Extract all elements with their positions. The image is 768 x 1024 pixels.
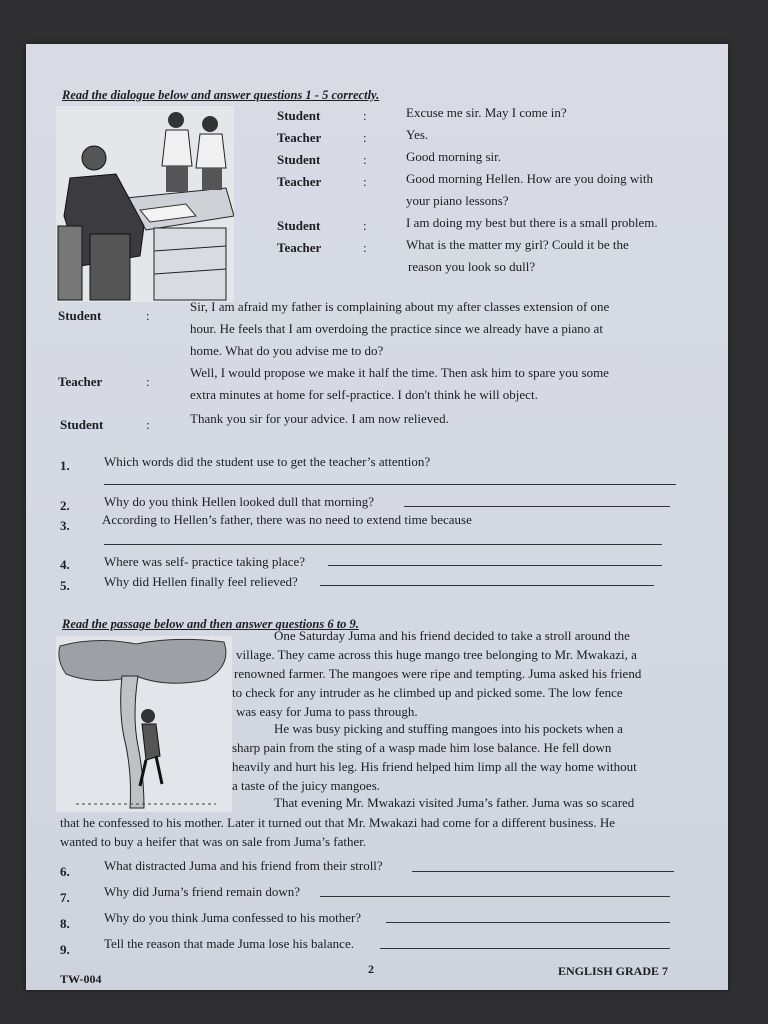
passage-line: heavily and hurt his leg. His friend helped him limp all the way home without [232,759,637,774]
question-text: Tell the reason that made Juma lose his balance. [104,936,354,951]
passage-line: a taste of the juicy mangoes. [232,778,381,793]
question-text: Why did Hellen finally feel relieved? [104,574,298,589]
dialogue-line: Well, I would propose we make it half the time. Then ask him to spare you some [190,365,609,380]
passage-line: wanted to buy a heifer that was on sale from Juma’s father. [60,834,367,849]
question-number: 8. [60,916,70,931]
answer-line[interactable] [104,544,662,545]
document-code: TW-004 [60,972,102,986]
dialogue-line: Excuse me sir. May I come in? [406,105,567,120]
passage-line: sharp pain from the sting of a wasp made him lose balance. He fell down [232,740,612,755]
page-number: 2 [368,962,374,976]
passage-line: was easy for Juma to pass through. [236,704,418,719]
colon: : [146,308,150,323]
question-number: 1. [60,458,70,473]
dialogue-line-cont: extra minutes at home for self-practice. I don't think he will object. [190,387,538,402]
speaker-label: Student [277,218,321,233]
answer-line[interactable] [412,871,674,872]
dialogue-line: I am doing my best but there is a small problem. [406,215,658,230]
speaker-label: Student [277,108,321,123]
colon: : [363,130,367,145]
question-text: Why do you think Juma confessed to his mother? [104,910,362,925]
question-text: According to Hellen’s father, there was no need to extend time because [102,512,472,527]
speaker-label: Student [60,417,104,432]
passage-line: renowned farmer. The mangoes were ripe and tempting. Juma asked his friend [234,666,642,681]
answer-line[interactable] [328,565,662,566]
section2-heading: Read the passage below and then answer questions 6 to 9. [62,617,359,631]
dialogue-line-cont: your piano lessons? [406,193,509,208]
answer-line[interactable] [404,506,670,507]
answer-line[interactable] [320,585,654,586]
answer-line[interactable] [104,484,676,485]
colon: : [363,174,367,189]
dialogue-line: Yes. [406,127,429,142]
speaker-label: Teacher [58,374,103,389]
dialogue-line: Thank you sir for your advice. I am now relieved. [190,411,449,426]
question-text: What distracted Juma and his friend from their stroll? [104,858,383,873]
passage-line: to check for any intruder as he climbed up and picked some. The low fence [232,685,623,700]
passage-line: He was busy picking and stuffing mangoes into his pockets when a [274,721,623,736]
passage-line: that he confessed to his mother. Later it turned out that Mr. Mwakazi had come for a different business. He [60,815,615,830]
answer-line[interactable] [386,922,670,923]
passage-line: village. They came across this huge mango tree belonging to Mr. Mwakazi, a [236,647,637,662]
dialogue-line-cont: home. What do you advise me to do? [190,343,384,358]
speaker-label: Teacher [277,240,322,255]
colon: : [363,218,367,233]
speaker-label: Teacher [277,130,322,145]
dialogue-line-cont: reason you look so dull? [408,259,536,274]
exam-page [26,44,728,990]
answer-line[interactable] [320,896,670,897]
answer-line[interactable] [380,948,670,949]
subject-label: ENGLISH GRADE 7 [558,964,669,978]
question-text: Where was self- practice taking place? [104,554,306,569]
dialogue-line: What is the matter my girl? Could it be the [406,237,629,252]
question-number: 3. [60,518,70,533]
dialogue-line: Sir, I am afraid my father is complaining about my after classes extension of one [190,299,610,314]
section1-heading: Read the dialogue below and answer questions 1 - 5 correctly. [62,88,380,102]
mango-tree-illustration [56,636,232,812]
colon: : [363,152,367,167]
speaker-label: Student [58,308,102,323]
question-number: 2. [60,498,70,513]
speaker-label: Student [277,152,321,167]
question-number: 7. [60,890,70,905]
passage-line: One Saturday Juma and his friend decided to take a stroll around the [274,628,630,643]
question-number: 6. [60,864,70,879]
colon: : [363,108,367,123]
question-text: Why did Juma’s friend remain down? [104,884,301,899]
question-text: Which words did the student use to get the teacher’s attention? [104,454,431,469]
dialogue-line-cont: hour. He feels that I am overdoing the practice since we already have a piano at [190,321,603,336]
question-number: 9. [60,942,70,957]
speaker-label: Teacher [277,174,322,189]
colon: : [146,374,150,389]
classroom-illustration [56,106,234,302]
colon: : [146,417,150,432]
dialogue-line: Good morning sir. [406,149,501,164]
dialogue-line: Good morning Hellen. How are you doing with [406,171,653,186]
passage-line: That evening Mr. Mwakazi visited Juma’s father. Juma was so scared [274,795,635,810]
colon: : [363,240,367,255]
question-text: Why do you think Hellen looked dull that morning? [104,494,375,509]
question-number: 4. [60,557,70,572]
question-number: 5. [60,578,70,593]
